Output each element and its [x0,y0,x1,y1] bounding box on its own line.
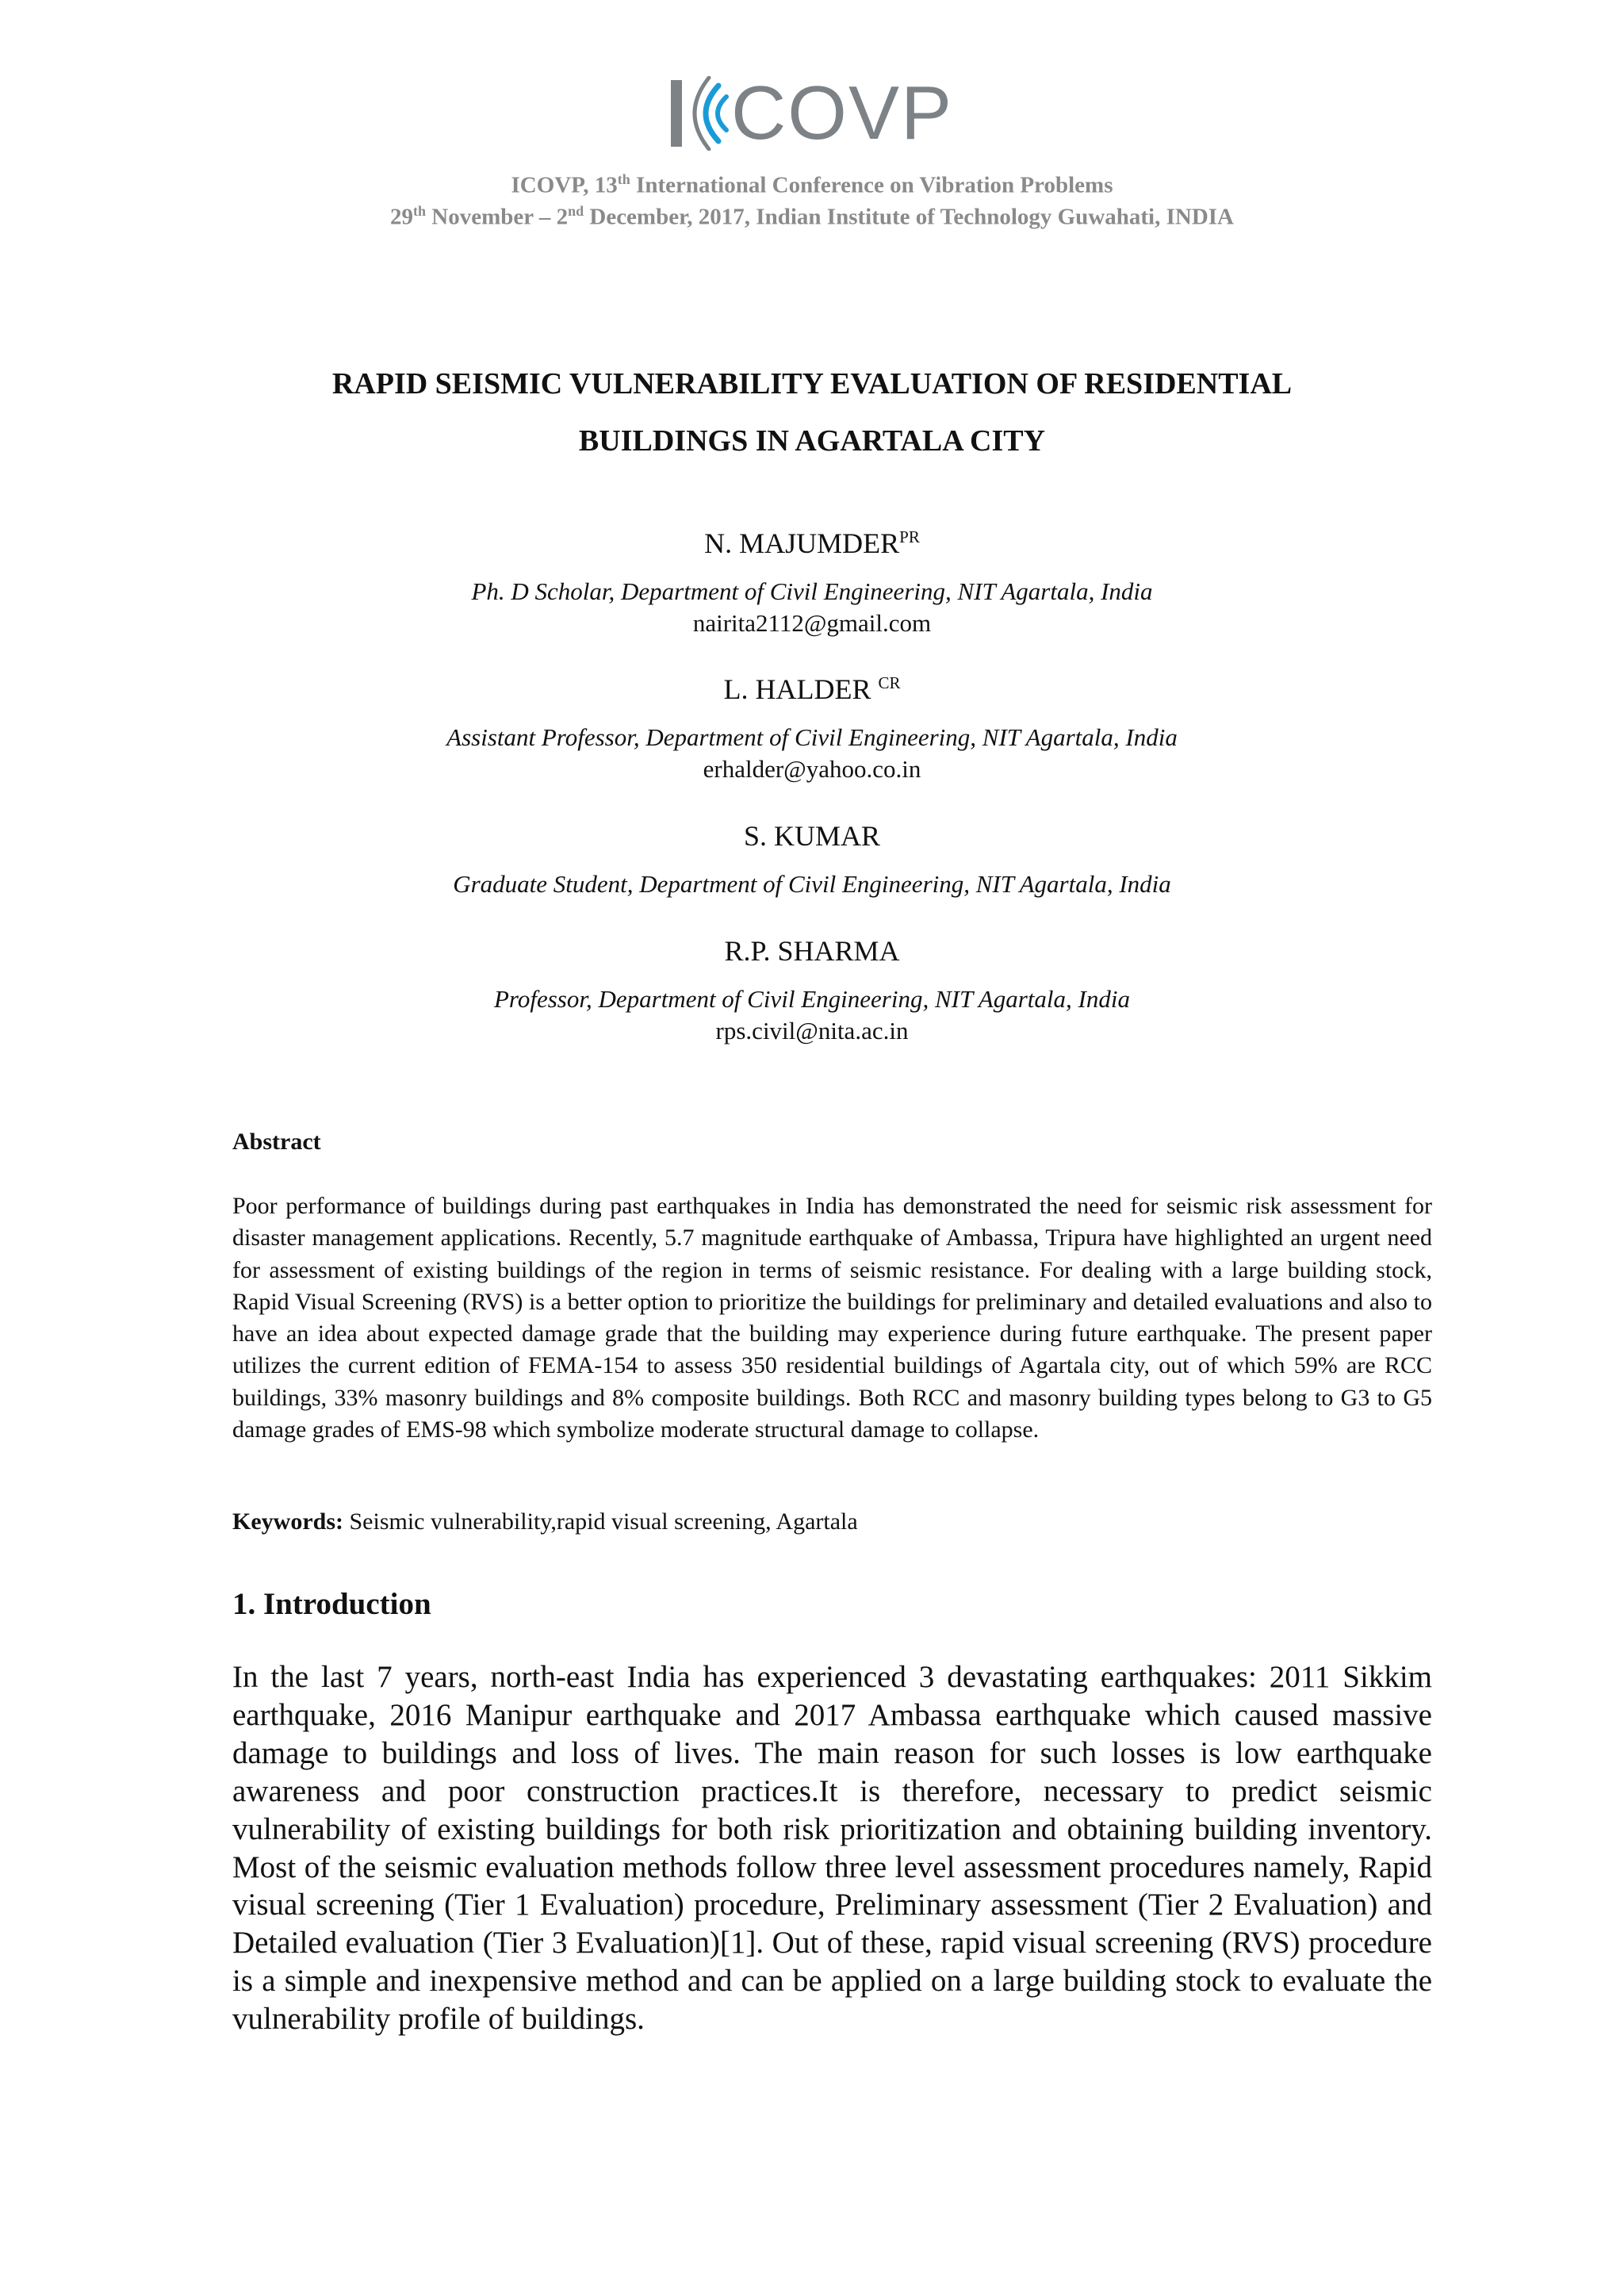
author-affiliation: Ph. D Scholar, Department of Civil Engineering, NIT Agartala, India [471,577,1153,605]
author-name: N. $MAJUMDER^{PR}$ [704,527,920,559]
author-email: nairita2112@gmail.com [692,609,932,637]
logo-text: COVP [730,71,954,155]
author-name: L. HALDER $^{CR}$ [723,673,901,705]
conference-date-line: 29th November – 2nd December, 2017, Indian Institute of Technology Guwahati, INDIA [390,203,1234,230]
conference-name-line: ICOVP, 13th International Conference on Vibration Problems [511,171,1113,198]
author-name: R.P. SHARMA [724,935,900,967]
conference-logo [0,71,1624,155]
introduction-body: In the last 7 years, north-east India has experienced 3 devastating earthquakes: 2011 Sikkim earthquake, 2016 Manipur earthquake and 2017 Ambassa earthquake which caused massive damage to buildings and loss of lives. The main reason for such losses is low earthquake awareness and poor construction practices.It is therefore, necessary to predict seismic vulnerability of existing buildings for both risk prioritization and obtaining building inventory. Most of the seismic evaluation methods follow three level assessment procedures namely, Rapid visual screening (Tier 1 Evaluation) procedure, Preliminary assessment (Tier 2 Evaluation) and Detailed evaluation (Tier 3 Evaluation)[1]. Out of these, rapid visual screening (RVS) procedure is a simple and inexpensive method and can be applied on a large building stock to evaluate the vulnerability profile of buildings. [232,1660,1432,2037]
author-affiliation: Professor, Department of Civil Engineering, NIT Agartala, India [494,985,1130,1013]
abstract-heading: Abstract [232,1129,321,1155]
author-affiliation: Graduate Student, Department of Civil Engineering, NIT Agartala, India [453,870,1171,898]
author-affiliation: Assistant Professor, Department of Civil Engineering, NIT Agartala, India [446,723,1178,751]
author-email: erhalder@yahoo.co.in [703,755,921,783]
paper-title: RAPID SEISMIC VULNERABILITY EVALUATION OF RESIDENTIAL BUILDINGS IN AGARTALA CITY [331,367,1293,458]
keywords: Keywords: Seismic vulnerability,rapid visual screening, Agartala [232,1508,858,1535]
author-email: rps.civil@nita.ac.in [715,1017,909,1045]
logo-bar [671,80,682,147]
author-name: S. KUMAR [743,820,881,852]
section-heading: 1. Introduction [232,1587,431,1621]
abstract-body: Poor performance of buildings during past earthquakes in India has demonstrated the need for seismic risk assessment for disaster management applications. Recently, 5.7 magnitude earthquake of Ambassa, Tripura have highlighted an urgent need for assessment of existing buildings of the region in terms of seismic resistance. For dealing with a large building stock, Rapid Visual Screening (RVS) is a better option to prioritize the buildings for preliminary and detailed evaluations and also to have an idea about expected damage grade that the building may experience during future earthquake. The present paper utilizes the current edition of FEMA-154 to assess 350 residential buildings of Agartala city, out of which 59% are RCC buildings, 33% masonry buildings and 8% composite buildings. Both RCC and masonry building types belong to G3 to G5 damage grades of EMS-98 which symbolize moderate structural damage to collapse. [232,1193,1432,1443]
waves-icon [685,76,731,151]
